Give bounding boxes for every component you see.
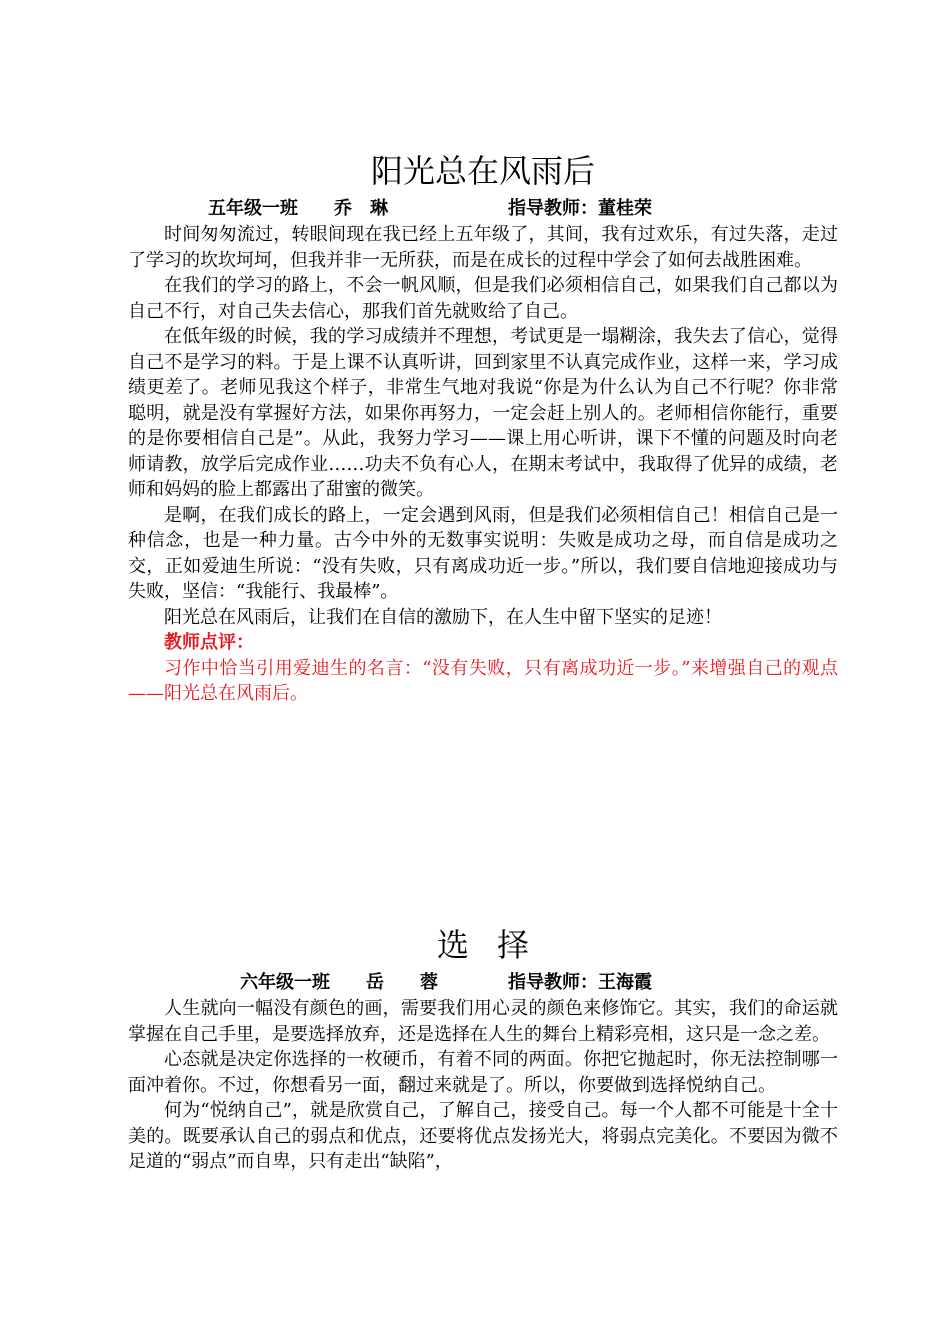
essay-title: 选择: [436, 926, 557, 964]
teacher-comment-text: 习作中恰当引用爱迪生的名言：“没有失败，只有离成功近一步。”来增强自己的观点——阳光总在风雨后。: [128, 657, 838, 704]
author-line: [128, 196, 838, 222]
class-name: 六年级一班: [240, 972, 330, 993]
essay-sunshine-after-storm: [128, 146, 838, 707]
student-name: 岳 蓉: [366, 972, 438, 993]
teacher-comment-label: 教师点评：: [164, 632, 254, 653]
paragraph: 阳光总在风雨后，让我们在自信的激励下，在人生中留下坚实的足迹！: [164, 606, 722, 628]
paragraph: 何为“悦纳自己”，就是欣赏自己，了解自己，接受自己。每一个人都不可能是十全十美的。既要承认自己的弱点和优点，还要将优点发扬光大，将弱点完美化。不要因为微不足道的“弱点”而自卑，只有走出“缺陷”，: [128, 1100, 838, 1172]
paragraph: 在我们的学习的路上，不会一帆风顺，但是我们必须相信自己，如果我们自己都以为自己不行，对自己失去信心，那我们首先就败给了自己。: [128, 275, 838, 322]
essay-title: 阳光总在风雨后: [370, 152, 595, 190]
class-name: 五年级一班: [208, 198, 298, 219]
teacher-name: 指导教师：董桂荣: [508, 198, 652, 219]
paragraph: 心态就是决定你选择的一枚硬币，有着不同的两面。你把它抛起时，你无法控制哪一面冲着你。不过，你想看另一面，翻过来就是了。所以，你要做到选择悦纳自己。: [128, 1049, 838, 1096]
essay-choice: [128, 920, 838, 1175]
paragraph: 时间匆匆流过，转眼间现在我已经上五年级了，其间，我有过欢乐，有过失落，走过了学习的坎坎坷坷，但我并非一无所获，而是在成长的过程中学会了如何去战胜困难。: [128, 224, 838, 271]
paragraph: 是啊，在我们成长的路上，一定会遇到风雨，但是我们必须相信自己！相信自己是一种信念，也是一种力量。古今中外的无数事实说明：失败是成功之母，而自信是成功之交，正如爱迪生所说：“没有失败，只有离成功近一步。”所以，我们要自信地迎接成功与失败，坚信：“我能行、我最棒”。: [128, 504, 838, 602]
student-name: 乔 琳: [334, 198, 388, 219]
teacher-name: 指导教师：王海霞: [508, 972, 652, 993]
paragraph: 人生就向一幅没有颜色的画，需要我们用心灵的颜色来修饰它。其实，我们的命运就掌握在自己手里，是要选择放弃，还是选择在人生的舞台上精彩亮相，这只是一念之差。: [128, 998, 838, 1045]
paragraph: 在低年级的时候，我的学习成绩并不理想，考试更是一塌糊涂，我失去了信心，觉得自己不是学习的料。于是上课不认真听讲，回到家里不认真完成作业，这样一来，学习成绩更差了。老师见我这个样子，非常生气地对我说“你是为什么认为自己不行呢？你非常聪明，就是没有掌握好方法，如果你再努力，一定会赶上别人的。老师相信你能行，重要的是你要相信自己是”。从此，我努力学习——课上用心听讲，课下不懂的问题及时向老师请教，放学后完成作业……功夫不负有心人，在期末考试中，我取得了优异的成绩，老师和妈妈的脸上都露出了甜蜜的微笑。: [128, 326, 838, 500]
author-line: [128, 970, 838, 996]
